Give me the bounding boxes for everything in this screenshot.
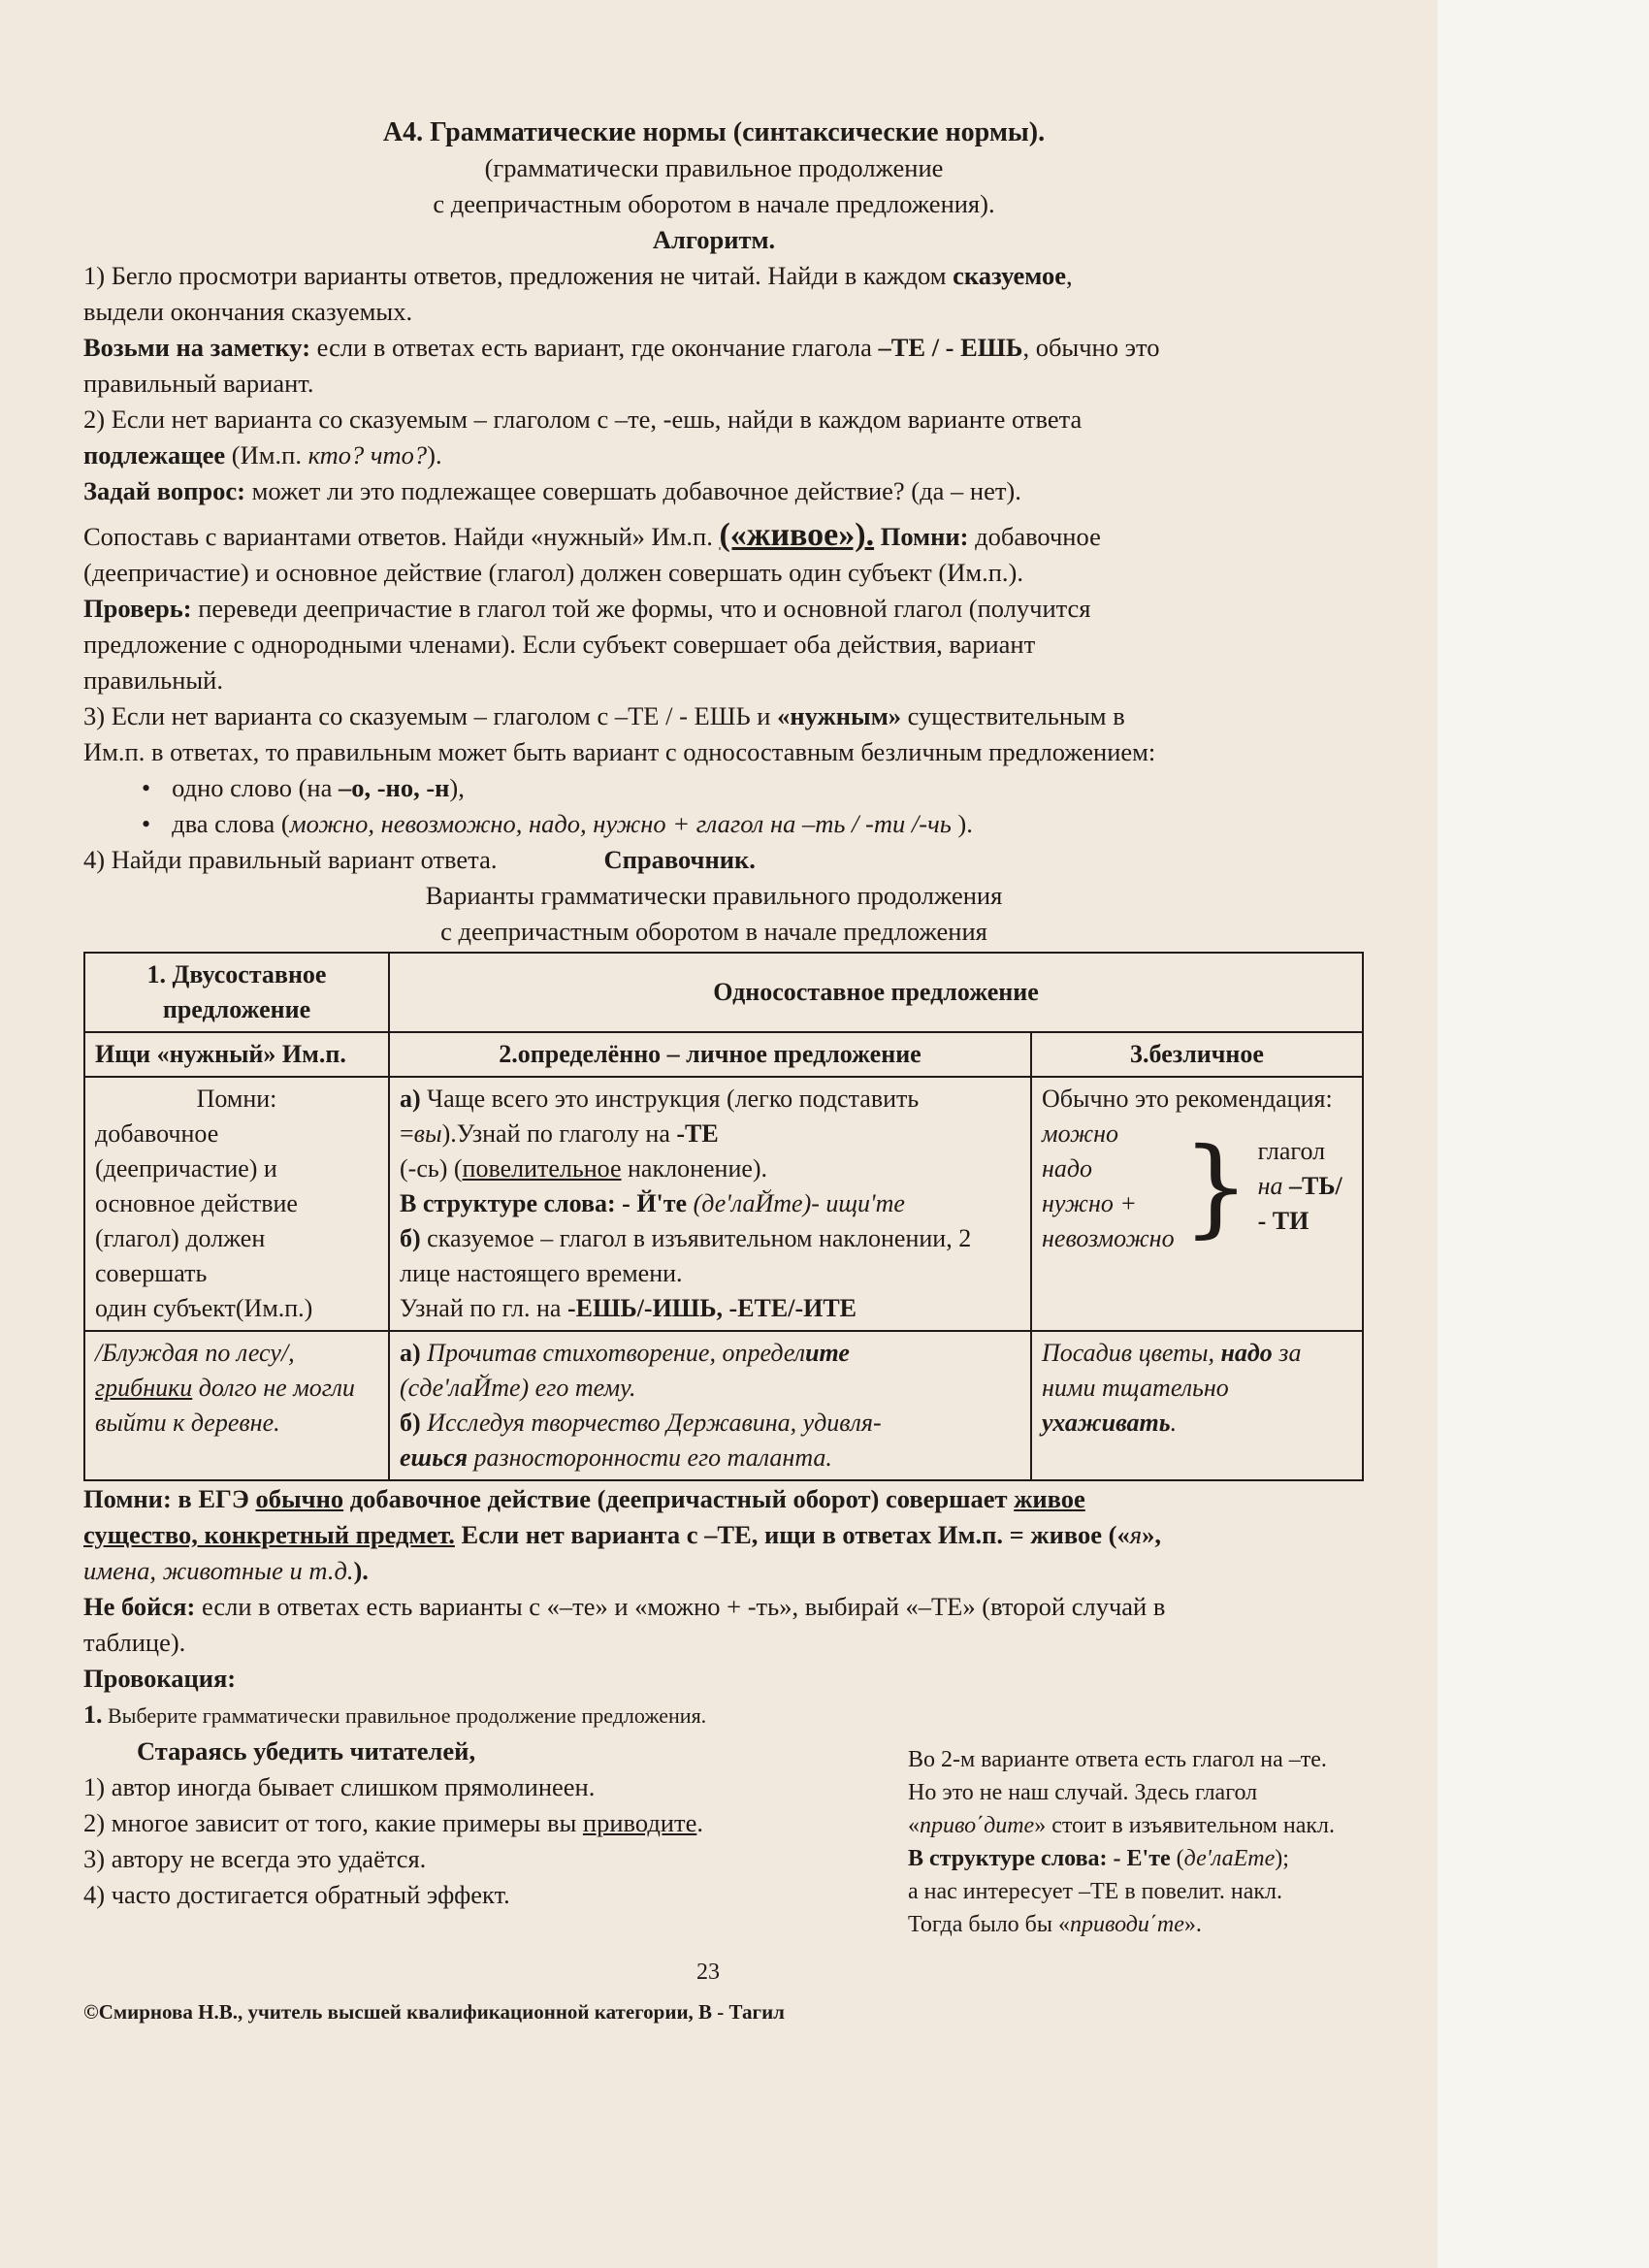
check-cont-2: правильный. [83, 665, 223, 695]
step-1-cont: выдели окончания сказуемых. [83, 297, 413, 326]
step-3: 3) Если нет варианта со сказуемым – глаголом с –ТЕ / - ЕШЬ и «нужным» существительным в [83, 701, 1125, 730]
cell-impersonal: Обычно это рекомендация: можно надо нужно + невозможно } глагол на –ТЬ/ - ТИ [1031, 1077, 1363, 1331]
remember-block-cont: существо, конкретный предмет. Если нет варианта с –ТЕ, ищи в ответах Им.п. = живое («я», [83, 1520, 1161, 1549]
example-definite-personal: а) Прочитав стихотворение, определите (сде'лаЙте) его тему. б) Исследуя творчество Державина, удивля- ешься разносторонности его таланта. [389, 1331, 1031, 1480]
option-1: 1) автор иногда бывает слишком прямолинеен. [83, 1772, 596, 1801]
option-2: 2) многое зависит от того, какие примеры вы приводите. [83, 1808, 703, 1837]
check: Проверь: переведи деепричастие в глагол той же формы, что и основной глагол (получится [83, 594, 1091, 623]
task-area [83, 1733, 1364, 1941]
th-impersonal: 3.безличное [1031, 1032, 1363, 1077]
compare: Сопоставь с вариантами ответов. Найди «нужный» Им.п. («живое»). Помни: добавочное [83, 517, 1101, 553]
brace-group: можно надо нужно + невозможно } глагол на –ТЬ/ - ТИ [1042, 1119, 1342, 1252]
compare-cont: (деепричастие) и основное действие (глагол) должен совершать один субъект (Им.п.). [83, 558, 1023, 587]
curly-brace-icon: } [1181, 1124, 1250, 1248]
bullet-1: • одно слово (на –о, -но, -н), [142, 770, 1364, 806]
remember-block: Помни: в ЕГЭ обычно добавочное действие (деепричастный оборот) совершает живое [83, 1484, 1085, 1513]
bullet-2: • два слова (можно, невозможно, надо, нужно + глагол на –ть / -ти /-чь ). [142, 806, 1364, 842]
dont-fear-cont: таблице). [83, 1628, 186, 1657]
remember-block-end: имена, животные и т.д.). [83, 1556, 369, 1585]
option-3: 3) автору не всегда это удаётся. [83, 1844, 427, 1873]
step-3-cont: Им.п. в ответах, то правильным может быть вариант с односоставным безличным предложением: [83, 737, 1156, 766]
step-4: 4) Найди правильный вариант ответа. Справочник. [83, 845, 756, 874]
th-definite-personal: 2.определённо – личное предложение [389, 1032, 1031, 1077]
check-cont-1: предложение с однородными членами). Если субъект совершает оба действия, вариант [83, 630, 1036, 659]
reference-sub-2: с деепричастным оборотом в начале предложения [440, 917, 987, 946]
th-one-part: Односоставное предложение [389, 953, 1363, 1032]
algorithm-heading: Алгоритм. [652, 225, 776, 254]
page-number: 23 [696, 1960, 720, 1985]
bullet-list [83, 770, 1364, 842]
reference-table [83, 952, 1364, 1481]
task-instruction: 1. Выберите грамматически правильное продолжение предложения. [83, 1701, 707, 1729]
example-impersonal: Посадив цветы, надо за ними тщательно ухаживать. [1031, 1331, 1363, 1480]
example-two-part: /Блуждая по лесу/, грибники долго не могли выйти к деревне. [84, 1331, 389, 1480]
step-2: 2) Если нет варианта со сказуемым – глаголом с –те, -ешь, найди в каждом варианте ответа [83, 405, 1083, 434]
reference-sub-1: Варианты грамматически правильного продолжения [425, 881, 1003, 910]
footer-copyright: ©Смирнова Н.В., учитель высшей квалификационной категории, В - Тагил [83, 2000, 785, 2024]
scan-margin [1438, 0, 1649, 2268]
step-2-cont: подлежащее (Им.п. кто? что?). [83, 440, 442, 470]
document-body [83, 114, 1364, 1941]
task-options: Стараясь убедить читателей, 1) автор иногда бывает слишком прямолинеен. 2) многое зависит от того, какие примеры вы приводите. 3) автору не всегда это удаётся. 4) часто достигается обратный эффект. [83, 1733, 703, 1941]
th-two-part: 1. Двусоставное предложение [84, 953, 389, 1032]
th-find-nominative: Ищи «нужный» Им.п. [84, 1032, 389, 1077]
dont-fear: Не бойся: если в ответах есть варианты с «–те» и «можно + -ть», выбирай «–ТЕ» (второй случай в [83, 1592, 1166, 1621]
provocation-heading: Провокация: [83, 1664, 237, 1693]
subtitle-line-1: (грамматически правильное продолжение [484, 153, 944, 182]
option-4: 4) часто достигается обратный эффект. [83, 1880, 510, 1909]
note-cont: правильный вариант. [83, 369, 314, 398]
ask-question: Задай вопрос: может ли это подлежащее совершать добавочное действие? (да – нет). [83, 476, 1021, 505]
document-title: А4. Грамматические нормы (синтаксические нормы). [382, 117, 1046, 147]
cell-definite-personal: а) Чаще всего это инструкция (легко подставить =вы).Узнай по глаголу на -ТЕ (-сь) (повелительное наклонение). В структуре слова: - Й'те (де'лаЙте)- ищи'те б) сказуемое – глагол в изъявительном наклонении, 2 лице настоящего времени. Узнай по гл. на -ЕШЬ/-ИШЬ, -ЕТЕ/-ИТЕ [389, 1077, 1031, 1331]
cell-remember: Помни: добавочное (деепричастие) и основное действие (глагол) должен совершать один субъект(Им.п.) [84, 1077, 389, 1331]
explanation-note: Во 2-м варианте ответа есть глагол на –те. Но это не наш случай. Здесь глагол «приво΄дите» стоит в изъявительном накл. В структуре слова: - Е'те (де'лаЕте); а нас интересует –ТЕ в повелит. накл. Тогда было бы «приводи΄те». [907, 1747, 1335, 1937]
subtitle-line-2: с деепричастным оборотом в начале предложения). [433, 189, 995, 218]
step-1: 1) Бегло просмотри варианты ответов, предложения не читай. Найди в каждом сказуемое, [83, 261, 1073, 290]
note: Возьми на заметку: если в ответах есть вариант, где окончание глагола –ТЕ / - ЕШЬ, обычно это [83, 333, 1160, 362]
